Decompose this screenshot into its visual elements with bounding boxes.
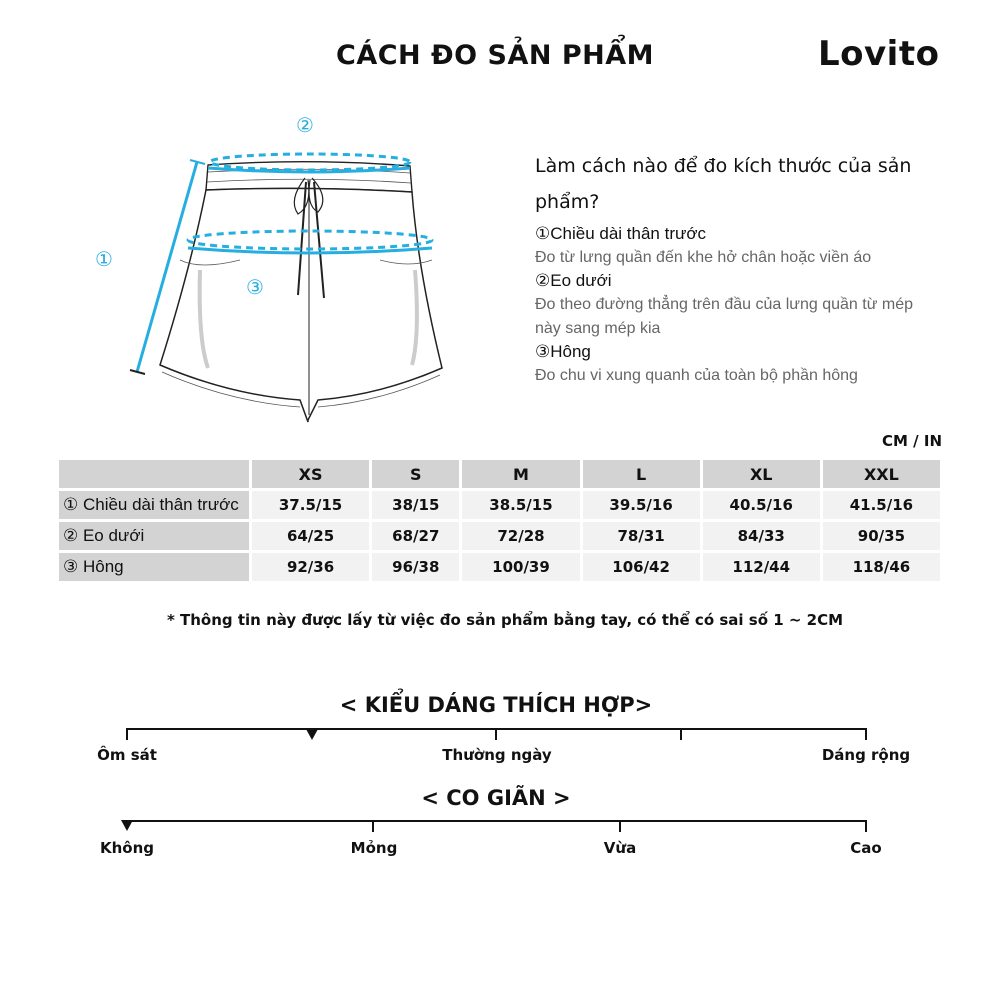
measure-1-title: ①Chiều dài thân trước [535,224,707,243]
table-row [59,553,940,581]
table-cell: 84/33 [703,522,820,550]
measurement-note: * Thông tin này được lấy từ việc đo sản phẩm bằng tay, có thể có sai số 1 ~ 2CM [166,611,844,629]
measure-1-desc: Đo từ lưng quần đến khe hở chân hoặc viền áo [535,249,872,266]
table-cell: 78/31 [583,522,700,550]
stretch-marker-icon [121,820,133,831]
stretch-tick [372,820,374,832]
fit-scale-title: < KIỂU DÁNG THÍCH HỢP> [339,693,653,717]
stretch-tick [619,820,621,832]
fit-scale-line [127,728,867,730]
measure-3-title: ③Hông [535,342,591,361]
label-waist: ② [296,113,314,137]
stretch-label-thin: Mỏng [350,839,398,857]
label-length: ① [95,247,113,271]
table-cell: 72/28 [462,522,579,550]
fit-tick [680,728,682,740]
measure-2-title: ②Eo dưới [535,271,612,290]
size-table [56,457,943,584]
table-cell: 39.5/16 [583,491,700,519]
fit-tick [495,728,497,740]
stretch-label-high: Cao [850,839,882,857]
table-cell: 40.5/16 [703,491,820,519]
units-label: CM / IN [882,432,942,450]
stretch-scale-title: < CO GIÃN > [421,786,571,810]
size-s: S [372,460,459,488]
row-label-hip: ③ Hông [59,553,249,581]
page-title: CÁCH ĐO SẢN PHẨM [336,40,654,71]
table-cell: 38/15 [372,491,459,519]
stretch-scale-line [127,820,867,822]
table-cell: 38.5/15 [462,491,579,519]
table-row [59,522,940,550]
row-label-waist: ② Eo dưới [59,522,249,550]
size-xxl: XXL [823,460,940,488]
fit-tick [126,728,128,740]
table-cell: 118/46 [823,553,940,581]
fit-label-loose: Dáng rộng [821,746,911,764]
shorts-diagram [80,110,460,440]
size-xs: XS [252,460,369,488]
table-cell: 90/35 [823,522,940,550]
size-m: M [462,460,579,488]
fit-tick [865,728,867,740]
table-cell: 96/38 [372,553,459,581]
shorts-illustration [80,110,460,440]
table-cell: 41.5/16 [823,491,940,519]
table-cell: 64/25 [252,522,369,550]
stretch-label-medium: Vừa [603,839,637,857]
fit-marker-icon [306,729,318,740]
stretch-label-none: Không [99,839,155,857]
table-cell: 112/44 [703,553,820,581]
label-hip: ③ [246,275,264,299]
table-cell: 37.5/15 [252,491,369,519]
brand-logo: Lovito [818,34,940,74]
size-l: L [583,460,700,488]
how-to-question: Làm cách nào để đo kích thước của sản phẩm? [535,155,912,213]
fit-label-slim: Ôm sát [97,746,157,764]
table-cell: 100/39 [462,553,579,581]
measure-3-desc: Đo chu vi xung quanh của toàn bộ phần hông [535,367,858,384]
row-label-length: ① Chiều dài thân trước [59,491,249,519]
fit-label-regular: Thường ngày [442,746,552,764]
table-cell: 92/36 [252,553,369,581]
table-cell: 68/27 [372,522,459,550]
size-xl: XL [703,460,820,488]
table-row [59,491,940,519]
measure-2-desc: Đo theo đường thẳng trên đầu của lưng quần từ mép này sang mép kia [535,296,913,337]
table-corner [59,460,249,488]
size-header-row [59,460,940,488]
stretch-tick [865,820,867,832]
table-cell: 106/42 [583,553,700,581]
